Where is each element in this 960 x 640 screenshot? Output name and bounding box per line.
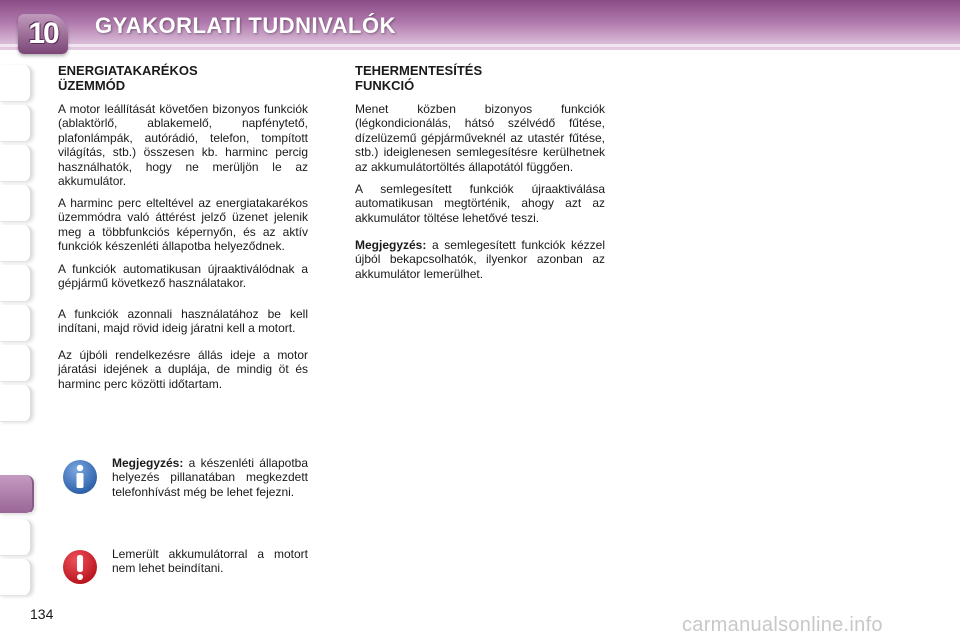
chapter-tab-12[interactable] xyxy=(0,559,32,596)
paragraph: A funkciók automatikusan újraaktiválódnak a gépjármű következő használatakor. xyxy=(58,262,308,291)
paragraph: A harminc perc elteltével az energiatakarékos üzemmódra való áttérést jelző üzenet jelenik meg a többfunkciós képernyőn, és az aktív funkciók készenléti állapotba helyeződnek. xyxy=(58,196,308,254)
header-divider xyxy=(0,44,960,47)
section-title-line2: FUNKCIÓ xyxy=(355,78,415,93)
paragraph: A semlegesített funkciók újraaktiválása automatikusan megtörténik, ahogy azt az akkumulátor töltése lehetővé teszi. xyxy=(355,182,605,225)
chapter-badge xyxy=(18,14,68,54)
info-note-label: Megjegyzés: xyxy=(112,456,184,470)
section-title-energy-saving xyxy=(58,63,198,93)
paragraph: Az újbóli rendelkezésre állás ideje a motor járatási idejének a duplája, de mindig öt és harminc perc közötti időtartam. xyxy=(58,348,308,391)
chapter-tab-2[interactable] xyxy=(0,105,32,142)
note-label: Megjegyzés: xyxy=(355,238,427,252)
chapter-title: GYAKORLATI TUDNIVALÓK xyxy=(95,13,396,38)
paragraph-note xyxy=(355,238,605,281)
chapter-tab-3[interactable] xyxy=(0,145,32,182)
watermark: carmanualsonline.info xyxy=(682,614,883,636)
chapter-tab-7[interactable] xyxy=(0,305,32,342)
chapter-tab-6[interactable] xyxy=(0,265,32,302)
paragraph: Menet közben bizonyos funkciók (légkondicionálás, hátsó szélvédő fűtése, dízelüzemű gépjárműveknél az utastér fűtése, stb.) ideiglenesen semlegesítésre kerülhetnek az akkumulátortöltés állapotától függően. xyxy=(355,102,605,174)
section-title-line2: ÜZEMMÓD xyxy=(58,78,126,93)
info-icon xyxy=(62,458,98,496)
chapter-tab-11[interactable] xyxy=(0,519,32,556)
chapter-number: 10 xyxy=(28,17,58,50)
warning-note-text: Lemerült akkumulátorral a motort nem lehet beindítani. xyxy=(112,547,308,576)
section-title-line1: ENERGIATAKARÉKOS xyxy=(58,63,198,78)
section-title-line1: TEHERMENTESÍTÉS xyxy=(355,63,483,78)
chapter-tab-5[interactable] xyxy=(0,225,32,262)
note-body: a semlegesített funkciók kézzel újból bekapcsolhatók, ilyenkor azonban az akkumulátor lemerülhet. xyxy=(355,238,605,281)
section-title-load-shedding xyxy=(355,63,482,93)
paragraph: A motor leállítását követően bizonyos funkciók (ablaktörlő, ablakemelő, napfénytető, plafonlámpák, autórádió, telefon, tompított világítás, stb.) összesen kb. harminc percig használhatók, hogy ne merüljön le az akkumulátor. xyxy=(58,102,308,189)
info-note-body: a készenléti állapotba helyezés pillanatában megkezdett telefonhívást még be lehet fejezni. xyxy=(112,456,308,499)
info-note-text xyxy=(112,456,308,499)
exclamation-icon xyxy=(62,548,98,586)
chapter-tab-8[interactable] xyxy=(0,345,32,382)
chapter-tab-4[interactable] xyxy=(0,185,32,222)
page-number: 134 xyxy=(30,606,54,622)
paragraph: A funkciók azonnali használatához be kell indítani, majd rövid ideig járatni kell a motort. xyxy=(58,307,308,336)
chapter-tab-1[interactable] xyxy=(0,65,32,102)
chapter-tab-9[interactable] xyxy=(0,385,32,422)
chapter-tab-10-active[interactable] xyxy=(0,475,34,514)
